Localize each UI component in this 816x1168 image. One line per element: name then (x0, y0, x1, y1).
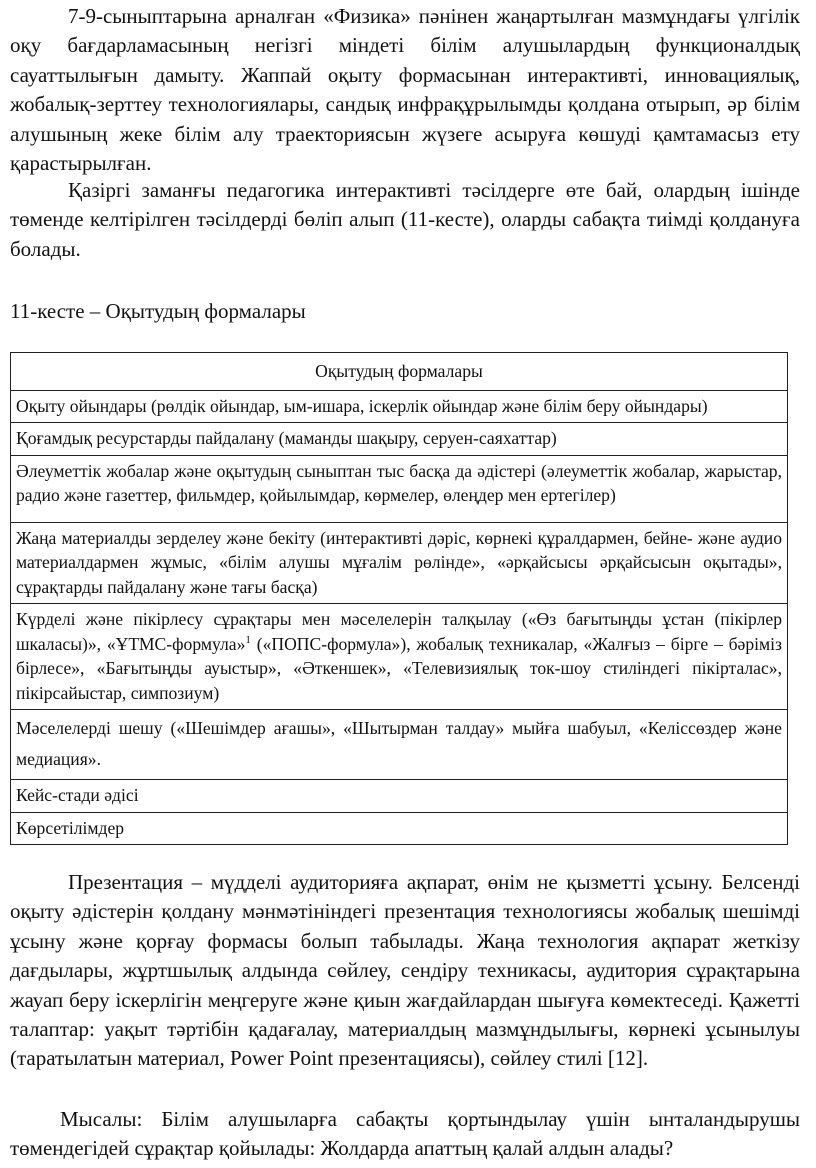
table-row (11, 390, 788, 423)
presentation-paragraph: Презентация – мүдделі аудиторияға ақпарат, өнім не қызметті ұсыну. Белсенді оқыту әдістерін қолдану мәнмәтініндегі презентация технологиясы жобалық шешімді ұсыну және қорғау формасы болып табылады. Жаңа технология ақпарат жеткізу дағдылары, жұртшылық алдында сөйлеу, сендіру техникасы, аудитория сұрақтарына жауап беру іскерлігін меңгеруге және қиын жағдайлардан шығуға көмектеседі. Қажетті талаптар: уақыт тәртібін қадағалау, материалдың мазмұндылығы, көрнекі ұсынылуы (таратылатын материал, Power Point презентациясы), сөйлеу стилі [12]. (10, 870, 800, 1071)
table-row (11, 522, 788, 604)
table-cell: Оқыту ойындары (рөлдік ойындар, ым-ишара, іскерлік ойындар және білім беру ойындары) (11, 390, 788, 423)
table-cell: Әлеуметтік жобалар және оқытудың сыныптан тыс басқа да әдістері (әлеуметтік жобалар, жарыстар, радио және газеттер, фильмдер, қойылымдар, көрмелер, өлеңдер мен ертегілер) (11, 455, 788, 522)
table-row (11, 812, 788, 845)
table-cell: Мәселелерді шешу («Шешімдер ағашы», «Шытырман талдау» мыйға шабуыл, «Келіссөздер және медиация». (11, 710, 788, 780)
table-cell: Көрсетілімдер (11, 812, 788, 845)
table-row (11, 604, 788, 710)
example-paragraph: Мысалы: Білім алушыларға сабақты қортындылау үшін ынталандырушы төмендегідей сұрақтар қойылады: Жолдарда апаттың қалай алдын алады? (10, 1107, 800, 1161)
table-caption: 11-кесте – Оқытудың формалары (10, 299, 306, 323)
cell-text: Күрделі және пікірлесу сұрақтары мен мәселелерін талқылау («Өз бағытыңды ұстан (пікірлер шкаласы)», «ҰТМС-формула» (16, 609, 782, 654)
table-header-cell: Оқытудың формалары (11, 353, 788, 391)
table-cell (11, 604, 788, 710)
table-row (11, 455, 788, 522)
table-cell: Жаңа материалды зерделеу және бекіту (интерактивті дәріс, көрнекі құралдармен, бейне- және аудио материалдармен жұмыс, «білім алушы мұғалім рөлінде», «әрқайсысы әрқайсысын оқытады», сұрақтарды пайдалану және тағы басқа) (11, 522, 788, 604)
table-cell: Кейс-стади әдісі (11, 780, 788, 813)
intro-paragraph: 7-9-сыныптарына арналған «Физика» пәнінен жаңартылған мазмұндағы үлгілік оқу бағдарламасының негізгі міндеті білім алушылардың функционалдық сауаттылығын дамыту. Жаппай оқыту формасынан интерактивті, инновациялық, жобалық-зерттеу технологиялары, сандық инфрақұрылымды қолдана отырып, әр білім алушының жеке білім алу траекториясын жүзеге асыруға көшуді қамтамасыз ету қарастырылған. (10, 4, 800, 176)
cell-text: («ПОПС-формула»), жобалық техникалар, «Жалғыз – бірге – бәріміз бірлесе», «Бағытыңды ауыстыр», «Әткеншек», «Телевизиялық ток-шоу стиліндегі пікірталас», пікірсайыстар, симпозиум) (16, 633, 783, 703)
table-row (11, 780, 788, 813)
table-header-row (11, 353, 788, 391)
table-row (11, 710, 788, 780)
pedagogy-paragraph: Қазіргі заманғы педагогика интерактивті тәсілдерге өте бай, олардың ішінде төменде келтірілген тәсілдерді бөліп алып (11-кесте), оларды сабақта тиімді қолдануға болады. (10, 178, 800, 261)
footnote-marker: 1 (245, 633, 251, 646)
learning-forms-table (10, 352, 788, 845)
table-cell: Қоғамдық ресурстарды пайдалану (маманды шақыру, серуен-саяхаттар) (11, 423, 788, 456)
table-row (11, 423, 788, 456)
